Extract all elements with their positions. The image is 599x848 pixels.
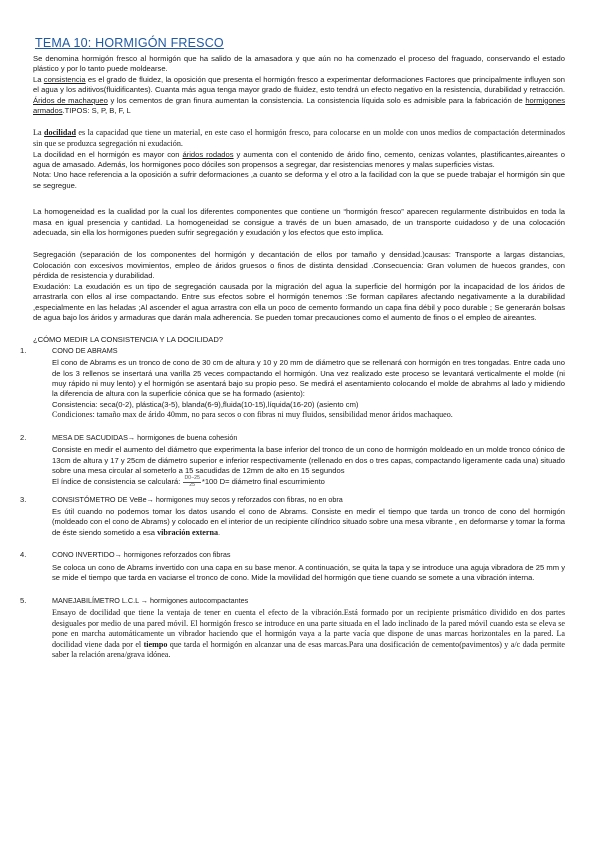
page-title: TEMA 10: HORMIGÓN FRESCO <box>35 36 224 50</box>
list-number: 1. <box>20 345 27 355</box>
list-item-body: Consiste en medir el aumento del diámetro que experimenta la base inferior del tronco de un cono de hormigón moldeado en un molde tronco cónico de 13cm de altura y 17 y 25cm de diámetro superior e inferior respectivamente (rellenado en dos o tres capas, compactando ligeramente cada una) situado sobre una mesa circular al someterlo a 15 sacudidas de 12mm de alto en 15 segundos <box>52 445 565 475</box>
list-item-body: Ensayo de docilidad que tiene la ventaja de tener en cuenta el efecto de la vibración.Está formado por un recipiente prismático dividido en dos partes desiguales por medio de una pared móvil. El hormigón fresco se introduce en una parte situada en el lado inclinado de la pared móvil cuando esta se eleva se pone en marcha automáticamente un vibrador haciendo que el hormigón vaya a la parte vacía que dispone de unas marcas horizontales en la pared. La docilidad viene dada por el tiempo que tarda el hormigón en alcanzar una de esas marcas.Para una dosificación de cemento(pavimentos) y a/c dada permite saber la relación arena/grava idónea. <box>52 608 565 660</box>
intro-paragraph-1: Se denomina hormigón fresco al hormigón que ha salido de la amasadora y que aún no ha comenzado el proceso del fraguado, conservando el estado plástico y por lo tanto puede moldearse. <box>33 54 565 74</box>
list-number: 3. <box>20 494 27 504</box>
list-number: 4. <box>20 550 27 560</box>
list-item-body: Se coloca un cono de Abrams invertido con una capa en su base menor. A continuación, se quita la tapa y se introduce una aguja vibradora de 25 mm y se mide el tiempo que tarda en vaciarse el tronco de cono. Mide la movilidad del hormigón que tiene cuando se somete a una vibración interna. <box>52 562 565 583</box>
segregacion-paragraph: Segregación (separación de los componentes del hormigón y decantación de ellos por tamaño y densidad.)causas: Transporte a largas distancias, Colocación con excesivos movimientos, empleo de áridos gruesos o finos de distinta densidad .Consecuencia: Gran volumen de huecos grandes, con pérdida de resistencia y durabilidad. <box>33 250 565 281</box>
list-item-consistometro-vebe <box>20 494 565 539</box>
term-aridos-machaqueo: Áridos de machaqueo <box>33 95 108 105</box>
term-aridos-rodados: áridos rodados <box>182 149 234 159</box>
section-question: ¿CÓMO MEDIR LA CONSISTENCIA Y LA DOCILIDAD? <box>33 335 224 345</box>
list-item-manejabilimetro <box>20 595 565 661</box>
docilidad-paragraph-2: La docilidad en el hormigón es mayor con áridos rodados y aumenta con el contenido de árido fino, cemento, cenizas volantes, plastificantes,aireantes o agua de amasado. Además, los hormigones poco dóciles son propensos a segregar, dar resistencias menores y malas superficies vistas. <box>33 149 565 170</box>
docilidad-nota: Nota: Uno hace referencia a la oposición a sufrir deformaciones ,a cuanto se deforma y el otro a la facilidad con la que se puede trabajar el hormigón sin que se segregue. <box>33 170 565 190</box>
docilidad-paragraph-1: La docilidad es la capacidad que tiene un material, en este caso el hormigón fresco, para colocarse en un molde con unos medios de compactación determinados sin que se produzca segregación ni exudación. <box>33 128 565 149</box>
list-item-heading: MANEJABILÍMETRO L.C.L → hormigones autocompactantes <box>52 595 249 605</box>
list-item-cono-invertido <box>20 550 565 583</box>
list-item-cono-abrams <box>20 345 565 421</box>
term-hormigones-armados: hormigones armados <box>33 95 565 116</box>
list-number: 5. <box>20 595 27 605</box>
list-item-heading: MESA DE SACUDIDAS→ hormigones de buena cohesión <box>52 432 238 442</box>
list-item-body: El cono de Abrams es un tronco de cono de 30 cm de altura y 10 y 20 mm de diámetro que se rellenará con hormigón en tres tongadas. Entre cada uno de los 3 rellenos se insertará una varilla 25 veces compactando el hormigón. Una vez realizado este proceso se levantará verticalmente el molde (ni muy rápido ni muy lento) y el hormigón se asentará bajo su propio peso. Se medirá el asentamiento colocando el molde de abrahms al lado y midiendo la diferencia de altura con la superficie cónica que se ha formado (asiento): <box>52 358 565 399</box>
formula-fraction: $\frac{D0-25}{25}$ <box>184 475 200 488</box>
list-item-heading: CONSISTÓMETRO DE VeBe→ hormigones muy secos y reforzados con fibras, no en obra <box>52 494 343 504</box>
intro-paragraph-2: La consistencia es el grado de fluidez, la oposición que presenta el hormigón fresco a experimentar deformaciones Factores que principalmente influyen son el agua y los aditivos(fluidificantes). Cuanta más agua tenga mayor grado de fluidez, esto tendrá un efecto negativo en la resistencia, durabilidad y retracción. Áridos de machaqueo y los cementos de gran finura aumentan la consistencia. La consistencia líquida solo es admisible para la fabricación de hormigones armados.TIPOS: S, P, B, F, L <box>33 74 565 116</box>
list-number: 2. <box>20 432 27 442</box>
list-item-mesa-sacudidas <box>20 432 565 489</box>
list-item-body: Es útil cuando no podemos tomar los datos usando el cono de Abrams. Consiste en medir el tiempo que tarda un tronco de cono del hormigón (moldeado con el cono de Abrams) y colocado en el interior de un recipiente cilíndrico situado sobre una mesa vibrante , en deformarse y tomar la forma de éste siendo sometido a esa vibración externa. <box>52 506 565 537</box>
homogeneidad-paragraph: La homogeneidad es la cualidad por la cual los diferentes componentes que contiene un “hormigón fresco” aparecen regularmente distribuidos en toda la masa en igual presencia y cantidad. La homogeneidad se consigue a través de un buen amasado, de un transporte cuidadoso y de una colocación adecuada, sin ella los hormigones pueden sufrir segregación y exudación y los efectos que esto implica. <box>33 207 565 238</box>
document-page <box>20 36 565 661</box>
exudacion-paragraph: Exudación: La exudación es un tipo de segregación causada por la migración del agua la superficie del hormigón por la incapacidad de los áridos de arrastrarla con ellos al irse compactando. Entre sus efectos sobre el hormigón tenemos :Se forman capilares afectando negativamente a la durabilidad ,especialmente en las heladas ;Al ascender el agua arrastra con ella un poco de cemento formando un capa fina débil y poco durable ; Se generarán bolsas de agua bajo los áridos y armaduras que darán mala adherencia. Se pueden tomar precauciones como el aumento de finos o el empleo de aireantes. <box>33 281 565 322</box>
list-item-consistencia-line: Consistencia: seca(0-2), plástica(3-5), blanda(6-9),fluida(10-15),líquida(16-20) (asiento cm) <box>52 399 359 409</box>
list-item-heading: CONO INVERTIDO→ hormigones reforzados con fibras <box>52 550 231 560</box>
formula-line: El índice de consistencia se calculará: $\frac{D0-25}{25}$ *100 D= diámetro final escurrimiento <box>52 475 325 488</box>
term-consistencia: consistencia <box>43 74 86 84</box>
term-docilidad: docilidad <box>44 128 76 138</box>
list-item-condiciones-line: Condiciones: tamaño max de árido 40mm, no para secos o con fibras ni muy fluidos, sensibilidad menor áridos machaqueo. <box>52 410 453 420</box>
list-item-heading: CONO DE ABRAMS <box>52 345 118 355</box>
